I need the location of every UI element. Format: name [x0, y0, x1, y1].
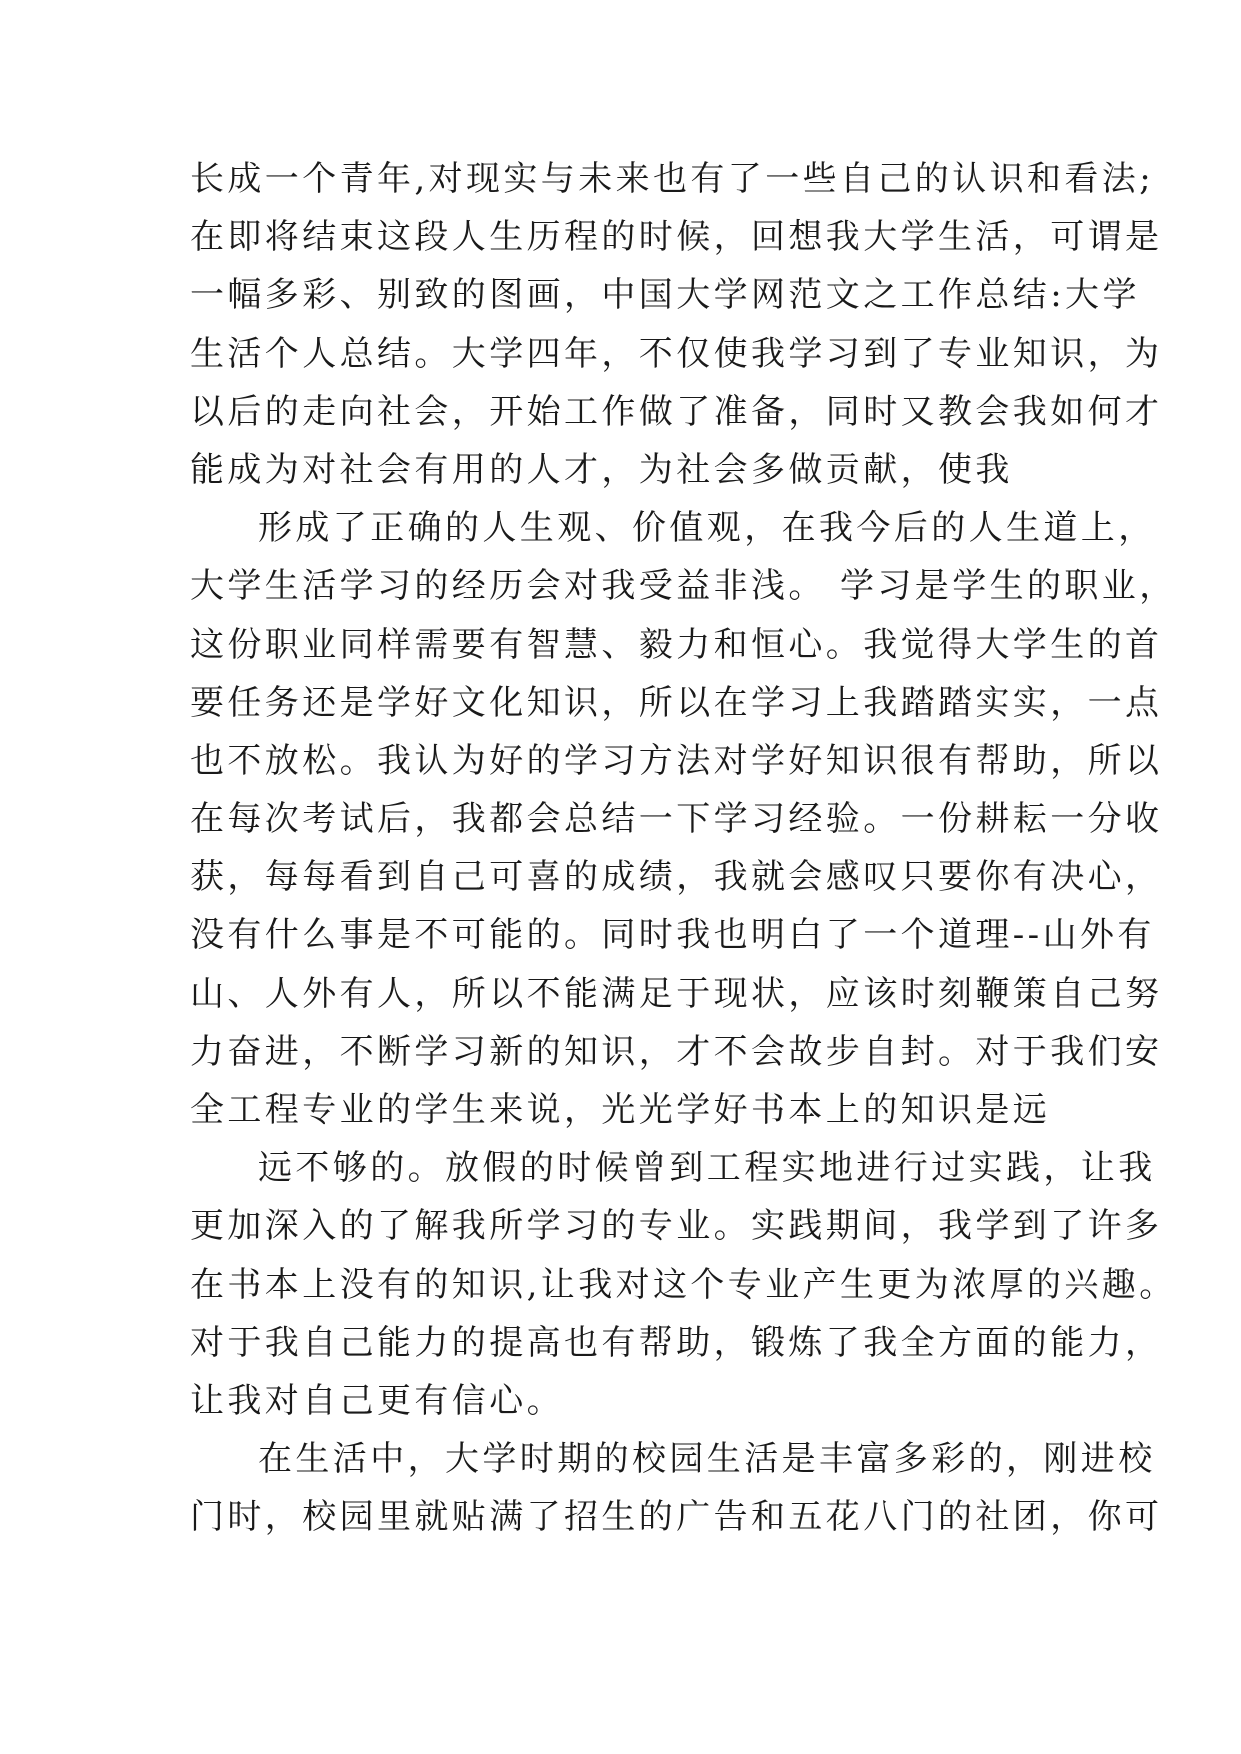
- document-text-body: [190, 150, 1177, 1547]
- paragraph-start-line: 在生活中，大学时期的校园生活是丰富多彩的，刚进校: [258, 1439, 1156, 1480]
- text-line: 能成为对社会有用的人才，为社会多做贡献，使我: [190, 449, 1013, 490]
- text-line: 以后的走向社会，开始工作做了准备，同时又教会我如何才: [190, 391, 1163, 432]
- text-line: 更加深入的了解我所学习的专业。实践期间，我学到了许多: [190, 1206, 1163, 1247]
- text-line: 生活个人总结。大学四年，不仅使我学习到了专业知识，为: [190, 333, 1163, 374]
- text-line: 获，每每看到自己可喜的成绩，我就会感叹只要你有决心，: [190, 857, 1163, 898]
- paragraph-start-line: 形成了正确的人生观、价值观，在我今后的人生道上，: [258, 508, 1156, 549]
- text-line: 在即将结束这段人生历程的时候，回想我大学生活，可谓是: [190, 217, 1163, 258]
- text-line: 也不放松。我认为好的学习方法对学好知识很有帮助，所以: [190, 740, 1163, 781]
- text-line: 门时，校园里就贴满了招生的广告和五花八门的社团，你可: [190, 1497, 1163, 1538]
- text-line: 对于我自己能力的提高也有帮助，锻炼了我全方面的能力，: [190, 1322, 1163, 1363]
- text-line: 要任务还是学好文化知识，所以在学习上我踏踏实实，一点: [190, 682, 1163, 723]
- text-line: 这份职业同样需要有智慧、毅力和恒心。我觉得大学生的首: [190, 624, 1163, 665]
- text-line: 力奋进，不断学习新的知识，才不会故步自封。对于我们安: [190, 1031, 1163, 1072]
- text-line: 让我对自己更有信心。: [190, 1380, 564, 1421]
- text-line: 一幅多彩、别致的图画，中国大学网范文之工作总结:大学: [190, 275, 1140, 316]
- text-line: 没有什么事是不可能的。同时我也明白了一个道理--山外有: [190, 915, 1155, 956]
- text-line: 在每次考试后，我都会总结一下学习经验。一份耕耘一分收: [190, 799, 1163, 840]
- text-line: 长成一个青年,对现实与未来也有了一些自己的认识和看法;: [190, 159, 1155, 199]
- text-line: 山、人外有人，所以不能满足于现状，应该时刻鞭策自己努: [190, 973, 1163, 1014]
- text-line: 大学生活学习的经历会对我受益非浅。 学习是学生的职业，: [190, 566, 1177, 607]
- text-line: 在书本上没有的知识,让我对这个专业产生更为浓厚的兴趣。: [190, 1264, 1177, 1305]
- paragraph-start-line: 远不够的。放假的时候曾到工程实地进行过实践，让我: [258, 1148, 1156, 1189]
- text-line: 全工程专业的学生来说，光光学好书本上的知识是远: [190, 1090, 1051, 1130]
